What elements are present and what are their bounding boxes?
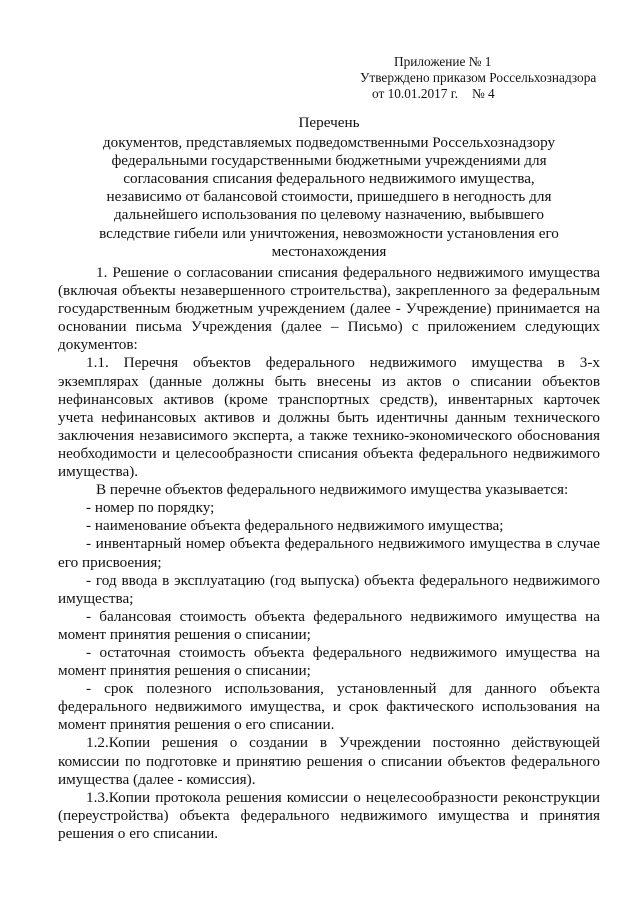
appendix-header (360, 54, 596, 102)
paragraph-1-2: 1.2.Копии решения о создании в Учреждении постоянно действующей комиссии по подготовке и принятию решения о списании объектов федерального имущества (далее - комиссия). (58, 734, 600, 788)
paragraph-1-1: 1.1. Перечня объектов федерального недвижимого имущества в 3-х экземплярах (данные должны быть внесены из актов о списании объектов нефинансовых активов (кроме транспортных средств), инвентарных карточек учета нефинансовых активов и должны быть идентичны данным технического заключения независимого эксперта, а также технико-экономического обоснования необходимости и целесообразности списания объекта федерального недвижимого имущества). (58, 354, 600, 481)
title-line: вследствие гибели или уничтожения, невозможности установления его (99, 224, 559, 242)
approval-line: Утверждено приказом Россельхознадзора (360, 70, 597, 85)
document-title (58, 114, 600, 261)
title-line: дальнейшего использования по целевому назначению, выбывшего (113, 206, 545, 224)
appendix-label: Приложение № 1 (394, 54, 492, 69)
title-line: согласования списания федерального недвижимого имущества, (123, 170, 535, 188)
title-line: документов, представляемых подведомственными Россельхознадзору (102, 134, 556, 152)
list-item: - номер по порядку; (86, 499, 215, 517)
order-date-line (360, 86, 596, 102)
paragraph-1: 1. Решение о согласовании списания федерального недвижимого имущества (включая объекты незавершенного строительства), закрепленного за федеральным государственным бюджетным учреждением (далее - Учреждение) принимается на основании письма Учреждения (далее – Письмо) с приложением следующих документов: (58, 264, 600, 354)
title-line: местонахождения (271, 242, 387, 260)
order-date: от 10.01.2017 г. (372, 86, 459, 101)
list-item: - год ввода в эксплуатацию (год выпуска) объекта федерального недвижимого имущества; (58, 571, 600, 607)
list-item: - остаточная стоимость объекта федерального недвижимого имущества на момент принятия решения о списании; (58, 643, 600, 680)
list-item: - инвентарный номер объекта федерального недвижимого имущества в случае его присвоения; (58, 535, 600, 571)
title-heading: Перечень (298, 114, 360, 131)
document-body (58, 264, 600, 843)
requirements-list (58, 499, 600, 734)
title-line: независимо от балансовой стоимости, пришедшего в негодность для (106, 188, 552, 206)
list-item: - балансовая стоимость объекта федерального недвижимого имущества на момент принятия решения о списании; (58, 607, 600, 643)
list-item: - наименование объекта федерального недвижимого имущества; (86, 517, 504, 535)
paragraph-1-3: 1.3.Копии протокола решения комиссии о нецелесообразности реконструкции (переустройства) объекта федерального недвижимого имущества и принятия решения о его списании. (58, 788, 600, 842)
order-number: № 4 (472, 86, 495, 101)
list-item: - срок полезного использования, установленный для данного объекта федерального недвижимого имущества, и срок фактического использования на момент принятия решения о его списании. (58, 680, 600, 734)
title-line: федеральными государственными бюджетными учреждениями для (111, 152, 547, 170)
list-intro: В перечне объектов федерального недвижимого имущества указывается: (96, 481, 569, 499)
